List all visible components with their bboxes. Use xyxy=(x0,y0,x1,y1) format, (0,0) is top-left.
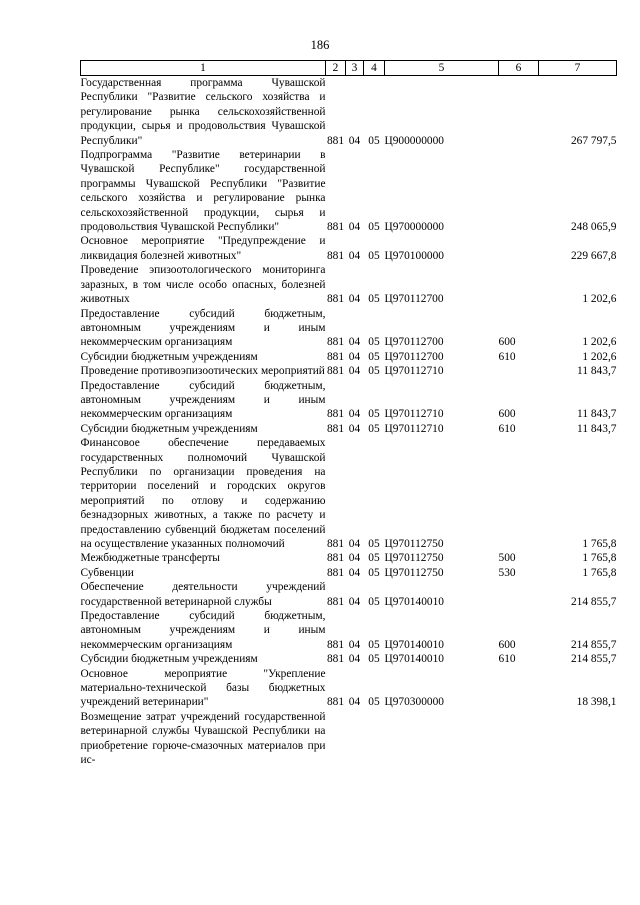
subsection-code: 05 xyxy=(368,538,380,550)
admin-code: 881 xyxy=(326,408,345,421)
amount: 248 065,9 xyxy=(570,221,617,234)
section-code: 04 xyxy=(348,293,361,306)
target-article-code: Ц970112750 xyxy=(384,552,444,565)
row-name: Государственная программа Чувашской Республики "Развитие сельского хозяйства и регулирование рынка сельскохозяйственной продукции, сырья и продовольствия Чувашской Республики" xyxy=(80,77,326,147)
expense-type-code: 530 xyxy=(498,566,516,579)
row-name: Возмещение затрат учреждений государственной ветеринарной службы Чувашской Республики на приобретение горюче-смазочных материалов при ис- xyxy=(80,710,326,767)
section-code: 04 xyxy=(348,552,361,565)
admin-code: 881 xyxy=(326,365,345,378)
table-row xyxy=(81,580,617,609)
amount: 229 667,8 xyxy=(570,249,617,262)
section-code: 04 xyxy=(348,538,361,550)
expense-type-code: 610 xyxy=(498,653,516,666)
table-row xyxy=(81,436,617,551)
table-row xyxy=(81,379,617,422)
row-name: Обеспечение деятельности учреждений государственной ветеринарной службы xyxy=(80,581,326,608)
row-name: Субсидии бюджетным учреждениям xyxy=(80,422,258,435)
expense-type-code xyxy=(499,263,539,306)
section-code: 04 xyxy=(348,365,361,378)
subsection-code xyxy=(364,710,385,768)
admin-code: 881 xyxy=(326,249,345,262)
row-name: Основное мероприятие "Предупреждение и ликвидация болезней животных" xyxy=(80,235,326,262)
subsection-code: 05 xyxy=(368,365,380,378)
admin-code: 881 xyxy=(326,293,345,306)
expense-type-code xyxy=(499,148,539,234)
amount: 18 398,1 xyxy=(576,696,617,709)
target-article-code: Ц970112750 xyxy=(384,566,444,579)
expense-type-code xyxy=(499,667,539,710)
section-code: 04 xyxy=(348,422,361,435)
amount: 214 855,7 xyxy=(570,595,617,608)
table-row xyxy=(81,551,617,565)
target-article-code: Ц970112710 xyxy=(384,422,444,435)
column-header: 2 xyxy=(326,61,346,76)
admin-code: 881 xyxy=(326,552,345,565)
column-header: 6 xyxy=(499,61,539,76)
expense-type-code xyxy=(499,710,539,768)
amount: 1 202,6 xyxy=(582,293,617,306)
subsection-code: 05 xyxy=(368,653,380,666)
expense-type-code: 500 xyxy=(498,552,516,565)
amount: 1 202,6 xyxy=(582,350,617,363)
subsection-code: 05 xyxy=(368,336,380,349)
amount: 11 843,7 xyxy=(577,422,617,435)
row-name: Субвенции xyxy=(80,566,134,579)
target-article-code: Ц970140010 xyxy=(384,595,444,608)
table-row xyxy=(81,566,617,580)
section-code: 04 xyxy=(348,696,361,709)
target-article-code: Ц970140010 xyxy=(384,653,444,666)
section-code: 04 xyxy=(348,408,361,421)
target-article-code: Ц970112700 xyxy=(384,293,444,306)
target-article-code: Ц970112750 xyxy=(384,538,444,550)
admin-code: 881 xyxy=(326,566,345,579)
amount: 1 765,8 xyxy=(582,552,617,565)
amount: 1 202,6 xyxy=(582,336,617,349)
page-number: 186 xyxy=(310,38,330,52)
admin-code xyxy=(326,710,346,768)
subsection-code: 05 xyxy=(368,566,380,579)
table-row xyxy=(81,350,617,364)
expense-type-code xyxy=(499,436,539,551)
amount: 1 765,8 xyxy=(582,566,617,579)
column-header: 5 xyxy=(385,61,499,76)
subsection-code: 05 xyxy=(368,249,380,262)
section-code: 04 xyxy=(348,638,361,651)
amount: 1 765,8 xyxy=(582,538,617,550)
subsection-code: 05 xyxy=(368,408,380,421)
subsection-code: 05 xyxy=(368,638,380,651)
row-name: Предоставление субсидий бюджетным, автономным учреждениям и иным некоммерческим организациям xyxy=(80,379,326,421)
table-row xyxy=(81,234,617,263)
target-article-code: Ц970112700 xyxy=(384,336,444,349)
row-name: Предоставление субсидий бюджетным, автономным учреждениям и иным некоммерческим организациям xyxy=(80,307,326,349)
target-article-code xyxy=(385,710,499,768)
amount: 267 797,5 xyxy=(570,134,617,147)
expense-type-code: 600 xyxy=(498,638,516,651)
column-header: 7 xyxy=(539,61,617,76)
target-article-code: Ц970112700 xyxy=(384,350,444,363)
target-article-code: Ц900000000 xyxy=(384,134,444,147)
row-name: Субсидии бюджетным учреждениям xyxy=(80,653,258,666)
row-name: Основное мероприятие "Укрепление материально-технической базы бюджетных учреждений ветеринарии" xyxy=(80,667,326,709)
table-row xyxy=(81,609,617,652)
table-row xyxy=(81,364,617,378)
target-article-code: Ц970300000 xyxy=(384,696,444,709)
section-code: 04 xyxy=(348,566,361,579)
table-row xyxy=(81,148,617,234)
expense-type-code xyxy=(499,364,539,378)
target-article-code: Ц970100000 xyxy=(384,249,444,262)
section-code: 04 xyxy=(348,595,361,608)
table-row xyxy=(81,307,617,350)
expense-type-code: 600 xyxy=(498,408,516,421)
row-name: Проведение эпизоотологического мониторинга заразных, в том числе особо опасных, болезней животных xyxy=(80,264,326,306)
row-name: Проведение противоэпизоотических мероприятий xyxy=(80,365,325,378)
table-row xyxy=(81,263,617,306)
table-header-row xyxy=(81,61,617,76)
row-name: Межбюджетные трансферты xyxy=(80,552,220,565)
subsection-code: 05 xyxy=(368,221,380,234)
table-row xyxy=(81,422,617,436)
subsection-code: 05 xyxy=(368,134,380,147)
subsection-code: 05 xyxy=(368,422,380,435)
subsection-code: 05 xyxy=(368,350,380,363)
admin-code: 881 xyxy=(326,134,345,147)
admin-code: 881 xyxy=(326,350,345,363)
expense-type-code xyxy=(499,580,539,609)
section-code: 04 xyxy=(348,221,361,234)
admin-code: 881 xyxy=(326,595,345,608)
target-article-code: Ц970112710 xyxy=(384,408,444,421)
target-article-code: Ц970000000 xyxy=(384,221,444,234)
row-name: Подпрограмма "Развитие ветеринарии в Чувашской Республике" государственной программы Чувашской Республики "Развитие сельского хозяйства и регулирование рынка сельскохозяйственной продукции, сырья и продовольствия Чувашской Республики" xyxy=(80,149,326,234)
row-name: Финансовое обеспечение передаваемых государственных полномочий Чувашской Республики по организации проведения на территории поселений и городских округов мероприятий по отлову и содержанию безнадзорных животных, а также по расчету и предоставлению субвенций бюджетам поселений на осуществление указанных полномочий xyxy=(80,437,326,550)
target-article-code: Ц970140010 xyxy=(384,638,444,651)
expense-type-code: 610 xyxy=(498,350,516,363)
table-row xyxy=(81,652,617,666)
amount: 11 843,7 xyxy=(577,408,617,421)
expense-type-code: 610 xyxy=(498,422,516,435)
subsection-code: 05 xyxy=(368,293,380,306)
admin-code: 881 xyxy=(326,638,345,651)
subsection-code: 05 xyxy=(368,595,380,608)
table-row xyxy=(81,76,617,149)
admin-code: 881 xyxy=(326,422,345,435)
section-code: 04 xyxy=(348,134,361,147)
row-name: Предоставление субсидий бюджетным, автономным учреждениям и иным некоммерческим организациям xyxy=(80,610,326,651)
expense-type-code: 600 xyxy=(498,336,516,349)
section-code: 04 xyxy=(348,336,361,349)
amount xyxy=(539,710,617,768)
row-name: Субсидии бюджетным учреждениям xyxy=(80,350,258,363)
admin-code: 881 xyxy=(326,336,345,349)
column-header: 4 xyxy=(364,61,385,76)
admin-code: 881 xyxy=(326,696,345,709)
subsection-code: 05 xyxy=(368,696,380,709)
table-row xyxy=(81,710,617,768)
amount: 214 855,7 xyxy=(570,653,617,666)
section-code: 04 xyxy=(348,653,361,666)
section-code xyxy=(346,710,364,768)
section-code: 04 xyxy=(348,249,361,262)
admin-code: 881 xyxy=(326,653,345,666)
expense-type-code xyxy=(499,76,539,149)
amount: 11 843,7 xyxy=(577,365,617,378)
admin-code: 881 xyxy=(326,221,345,234)
subsection-code: 05 xyxy=(368,552,380,565)
section-code: 04 xyxy=(348,350,361,363)
amount: 214 855,7 xyxy=(570,638,617,651)
budget-table xyxy=(80,60,617,768)
column-header: 3 xyxy=(346,61,364,76)
target-article-code: Ц970112710 xyxy=(384,365,444,378)
expense-type-code xyxy=(499,234,539,263)
table-row xyxy=(81,667,617,710)
admin-code: 881 xyxy=(326,538,345,550)
column-header: 1 xyxy=(81,61,326,76)
